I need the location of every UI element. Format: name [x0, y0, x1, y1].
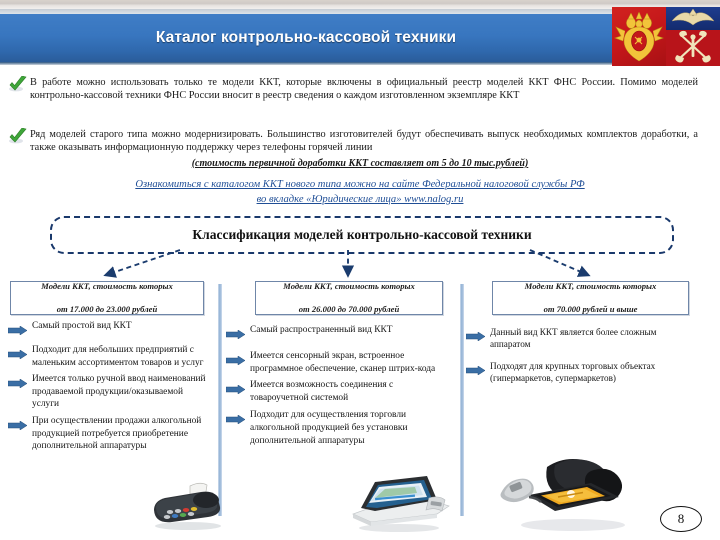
- catalog-link-line-2[interactable]: во вкладке «Юридические лица» www.nalog.ru: [256, 193, 464, 205]
- catalog-link[interactable]: [30, 178, 690, 207]
- blue-arrow-bullet-icon: [8, 415, 32, 453]
- column-header-1-line-2: от 17.000 до 23.000 рублей: [56, 303, 158, 314]
- cost-note: [0, 158, 720, 169]
- intro-paragraph-1-text: В работе можно использовать только те модели ККТ, которые включены в официальный реестр моделей ККТ ФНС России. Помимо моделей контрольно-кассовой техники ФНС России вносит в реестр сведения о каждом изготовленном экземпляре ККТ: [30, 77, 698, 102]
- list-item: [8, 344, 208, 369]
- blue-arrow-bullet-icon: [226, 409, 250, 447]
- pos-system-with-scanner-image: [495, 445, 645, 540]
- list-item: [466, 360, 686, 385]
- green-check-icon: [8, 76, 30, 96]
- list-item-text: Данный вид ККТ является более сложным аппаратом: [490, 327, 657, 350]
- column-3-bullet-list: [466, 326, 686, 389]
- column-header-2: [255, 281, 443, 315]
- column-divider-2: [460, 284, 464, 516]
- list-item-text: Подходит для небольших предприятий с маленьким ассортиментом товаров и услуг: [32, 345, 204, 368]
- column-header-2-text: [283, 281, 415, 315]
- blue-arrow-bullet-icon: [466, 360, 490, 385]
- list-item-text: Самый простой вид ККТ: [32, 321, 132, 331]
- blue-arrow-bullet-icon: [8, 373, 32, 411]
- intro-paragraph-2: [8, 128, 708, 155]
- page-number: 8: [660, 506, 702, 532]
- classification-title: Классификация моделей контрольно-кассовой техники: [192, 227, 532, 242]
- list-item: [226, 379, 441, 404]
- blue-arrow-bullet-icon: [226, 350, 250, 375]
- blue-arrow-bullet-icon: [226, 324, 250, 344]
- list-item: [8, 415, 208, 453]
- column-header-2-line-1: Модели ККТ, стоимость которых: [283, 280, 415, 291]
- list-item: [226, 324, 441, 344]
- blue-arrow-bullet-icon: [226, 379, 250, 404]
- column-2-bullet-list: [226, 324, 441, 451]
- list-item-text: Подходит для осуществления торговли алкогольной продукцией без установки дополнительной аппаратуры: [250, 410, 408, 446]
- page-title: Каталог контрольно-кассовой техники: [155, 29, 457, 46]
- list-item-text: При осуществлении продажи алкогольной продукцией потребуется приобретение дополнительной аппаратуры: [32, 415, 202, 452]
- emblem-group: [612, 7, 720, 66]
- list-item: [226, 409, 441, 447]
- column-header-1: [10, 281, 204, 315]
- cost-note-text: (стоимость первичной доработки ККТ составляет от 5 до 10 тыс.рублей): [191, 158, 529, 169]
- list-item-text: Самый распространенный вид ККТ: [250, 325, 393, 335]
- tablet-pos-terminal-image: [345, 470, 453, 539]
- column-header-3-line-1: Модели ККТ, стоимость которых: [524, 280, 657, 291]
- list-item: [466, 326, 686, 351]
- catalog-link-line-1[interactable]: Ознакомиться с каталогом ККТ нового типа можно на сайте Федеральной налоговой службы РФ: [135, 179, 585, 190]
- intro-paragraph-2-text: Ряд моделей старого типа можно модернизировать. Большинство изготовителей будут обеспечивать выпуск необходимых комплектов доработки, а также оказывать информационную поддержку через телефоны горячей линии: [30, 129, 698, 154]
- russian-coat-of-arms-icon: [612, 7, 666, 66]
- blue-arrow-bullet-icon: [466, 326, 490, 351]
- column-1-bullet-list: [8, 320, 208, 457]
- column-header-3-line-2: от 70.000 рублей и выше: [543, 303, 638, 314]
- list-item: [226, 350, 441, 375]
- blue-arrow-bullet-icon: [8, 320, 32, 340]
- column-header-1-line-1: Модели ККТ, стоимость которых: [41, 280, 173, 291]
- saint-petersburg-coat-of-arms-icon: [666, 7, 720, 66]
- column-header-3: [492, 281, 689, 315]
- compact-cash-register-image: [140, 470, 236, 537]
- green-check-icon: [8, 128, 30, 148]
- list-item: [8, 373, 208, 411]
- column-header-3-text: [525, 281, 657, 315]
- intro-paragraph-1: [8, 76, 708, 103]
- list-item-text: Имеется возможность соединения с товароучетной системой: [250, 380, 394, 403]
- list-item-text: Имеется только ручной ввод наименований продаваемой продукции/оказываемой услуги: [32, 374, 206, 410]
- list-item: [8, 320, 208, 340]
- connector-arrows: [0, 248, 720, 282]
- column-header-1-text: [41, 281, 173, 315]
- list-item-text: Подходят для крупных торговых объектах (гипермаркетов, супермаркетов): [490, 360, 656, 384]
- list-item-text: Имеется сенсорный экран, встроенное программное обеспечение, сканер штрих-кода: [250, 351, 436, 374]
- blue-arrow-bullet-icon: [8, 344, 32, 369]
- column-header-2-line-2: от 26.000 до 70.000 рублей: [298, 303, 400, 314]
